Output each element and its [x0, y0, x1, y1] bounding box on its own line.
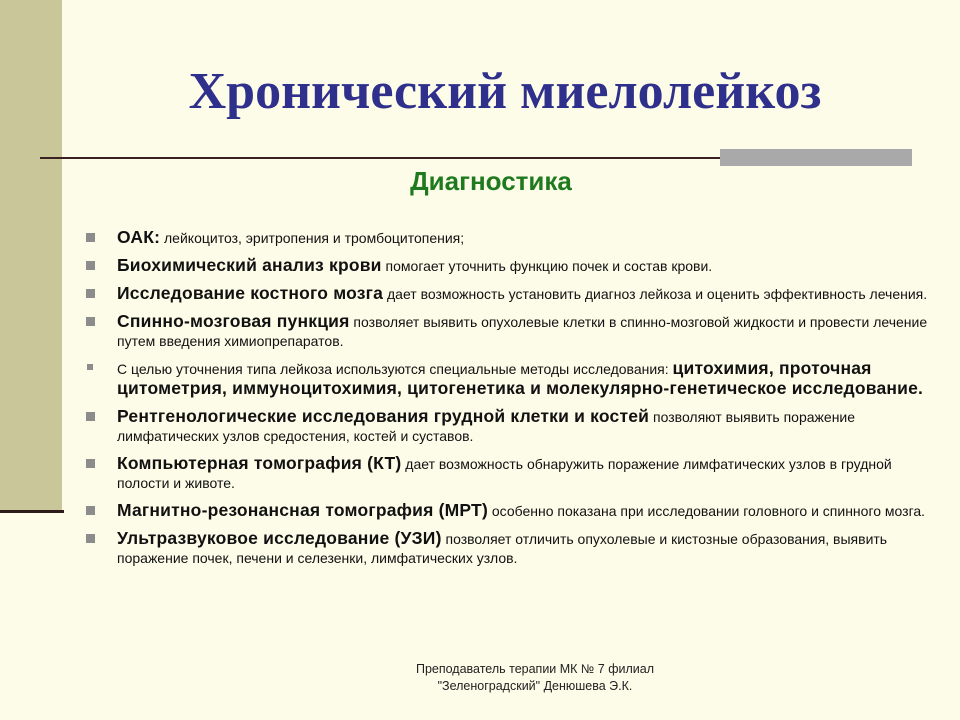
- bullet-square-icon: [86, 289, 95, 298]
- list-item: [86, 256, 936, 276]
- item-description: С целью уточнения типа лейкоза используются специальные методы исследования:: [117, 361, 673, 377]
- item-description: особенно показана при исследовании головного и спинного мозга.: [487, 503, 926, 519]
- list-item: [86, 529, 936, 568]
- list-item: [86, 359, 936, 399]
- bullet-square-icon: [86, 459, 95, 468]
- list-item: [86, 454, 936, 493]
- footer-line-2: "Зеленоградский" Денюшева Э.К.: [437, 679, 633, 693]
- item-description: дает возможность установить диагноз лейкоза и оценить эффективность лечения.: [383, 286, 928, 302]
- item-description: позволяет выявить опухолевые клетки в спинно-мозговой жидкости и провести лечение путем введения химиопрепаратов.: [117, 314, 928, 349]
- diagnostics-list: [86, 228, 936, 576]
- item-term: Исследование костного мозга: [117, 283, 384, 303]
- bullet-square-icon: [86, 261, 95, 270]
- list-item: [86, 407, 936, 446]
- item-term: Компьютерная томография (КТ): [117, 453, 402, 473]
- item-term: ОАК:: [117, 227, 161, 247]
- item-description: лейкоцитоз, эритропения и тромбоцитопения;: [160, 230, 465, 246]
- footer-line-1: Преподаватель терапии МК № 7 филиал: [415, 662, 655, 676]
- item-term: Магнитно-резонансная томография (МРТ): [117, 500, 488, 520]
- item-description: дает возможность обнаружить поражение лимфатических узлов в грудной полости и животе.: [117, 456, 892, 491]
- left-bar-underline: [0, 510, 64, 513]
- item-term: цитохимия, проточная цитометрия, иммуноцитохимия, цитогенетика и молекулярно-генетическое исследование.: [117, 358, 924, 398]
- list-item: [86, 228, 936, 248]
- title-divider-accent: [720, 149, 912, 166]
- item-term: Биохимический анализ крови: [117, 255, 382, 275]
- list-item: [86, 501, 936, 521]
- list-item: [86, 284, 936, 304]
- bullet-square-icon: [87, 364, 93, 370]
- item-term: Ультразвуковое исследование (УЗИ): [117, 528, 442, 548]
- bullet-square-icon: [86, 233, 95, 242]
- bullet-square-icon: [86, 317, 95, 326]
- item-term: Спинно-мозговая пункция: [117, 311, 350, 331]
- page-title: Хронический миелолейкоз: [188, 63, 822, 120]
- bullet-square-icon: [86, 534, 95, 543]
- footer-credit: [328, 661, 742, 695]
- list-item: [86, 312, 936, 351]
- bullet-square-icon: [86, 412, 95, 421]
- item-term: Рентгенологические исследования грудной клетки и костей: [117, 406, 650, 426]
- item-description: позволяют выявить поражение лимфатических узлов средостения, костей и суставов.: [117, 409, 856, 444]
- bullet-square-icon: [86, 506, 95, 515]
- item-description: помогает уточнить функцию почек и состав крови.: [381, 258, 713, 274]
- section-subtitle: Диагностика: [410, 166, 572, 196]
- item-description: позволяет отличить опухолевые и кистозные образования, выявить поражение почек, печени и селезенки, лимфатических узлов.: [117, 531, 888, 566]
